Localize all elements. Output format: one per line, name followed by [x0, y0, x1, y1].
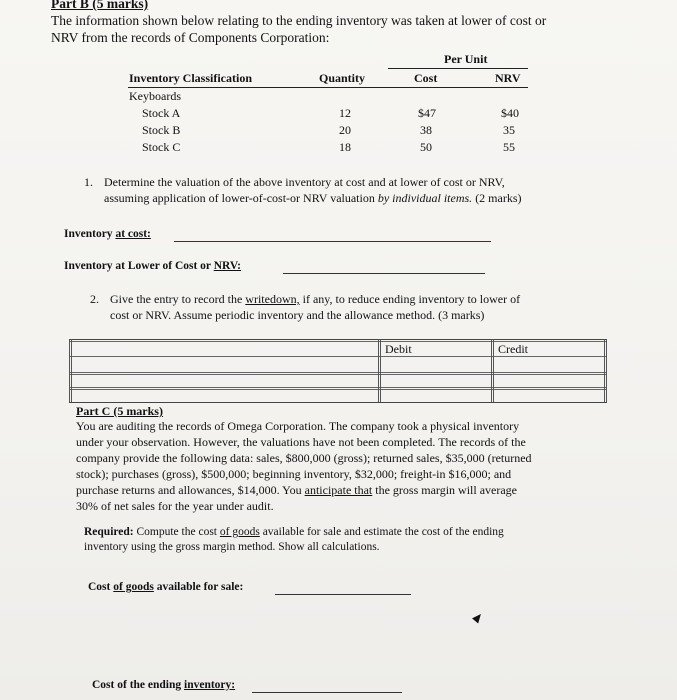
row-name-stock-b: Stock B [142, 123, 181, 137]
row-qty-stock-c: 18 [339, 140, 351, 154]
row-name-stock-c: Stock C [142, 140, 181, 154]
group-label-keyboards: Keyboards [129, 89, 181, 103]
row-nrv-stock-b: 35 [503, 123, 515, 137]
q2-line2: cost or NRV. Assume periodic inventory and the allowance method. (3 marks) [110, 308, 485, 322]
q2-number: 2. [90, 292, 99, 306]
row-nrv-stock-c: 55 [503, 140, 515, 154]
journal-header-credit: Credit [498, 342, 528, 356]
answer-line-cogas[interactable] [275, 594, 411, 595]
q1-line2: assuming application of lower-of-cost-or NRV valuation by individual items. (2 marks) [104, 191, 522, 205]
row-nrv-stock-a: $40 [501, 106, 519, 120]
answer-label-ending-inventory: Cost of the ending inventory: [92, 679, 236, 691]
partc-line2: under your observation. However, the valuations have not been completed. The records of the [76, 435, 526, 449]
table-header-rule [128, 87, 528, 88]
partc-line4: stock); purchases (gross), $500,000; beginning inventory, $32,000; freight-in $16,000; and [76, 467, 512, 481]
partb-intro-line2: NRV from the records of Components Corporation: [51, 30, 330, 45]
partc-line1: You are auditing the records of Omega Corporation. The company took a physical inventory [76, 419, 520, 433]
per-unit-rule [388, 68, 528, 69]
partc-title: Part C (5 marks) [76, 404, 163, 418]
journal-debit-cell[interactable] [381, 357, 491, 372]
col-header-quantity: Quantity [319, 71, 366, 85]
answer-line-inventory-at-cost[interactable] [174, 241, 491, 242]
partc-line6: 30% of net sales for the year under audit. [76, 499, 274, 513]
journal-account-cell[interactable] [72, 357, 378, 372]
col-header-classification: Inventory Classification [129, 71, 252, 85]
col-header-nrv: NRV [495, 71, 521, 85]
q1-line1: Determine the valuation of the above inventory at cost and at lower of cost or NRV, [104, 175, 505, 189]
answer-label-cogas: Cost of goods available for sale: [88, 581, 244, 593]
row-cost-stock-c: 50 [420, 140, 432, 154]
partb-title: Part B (5 marks) [51, 0, 149, 11]
row-name-stock-a: Stock A [142, 106, 181, 120]
answer-label-inventory-at-cost: Inventory at cost: [64, 228, 151, 240]
row-cost-stock-b: 38 [420, 123, 432, 137]
partc-line5: purchase returns and allowances, $14,000. You anticipate that the gross margin will average [76, 483, 518, 497]
partc-required-line2: inventory using the gross margin method. Show all calculations. [84, 541, 380, 553]
partc-required-line1: Required: Compute the cost of goods available for sale and estimate the cost of the ending [84, 526, 504, 538]
journal-header-debit: Debit [385, 342, 412, 356]
row-cost-stock-a: $47 [418, 106, 436, 120]
answer-label-inventory-lcnrv: Inventory at Lower of Cost or NRV: [64, 260, 241, 272]
q1-number: 1. [84, 175, 93, 189]
q2-line1: Give the entry to record the writedown, if any, to reduce ending inventory to lower of [110, 292, 521, 306]
journal-credit-cell[interactable] [494, 357, 604, 372]
row-qty-stock-b: 20 [339, 123, 351, 137]
answer-line-inventory-lcnrv[interactable] [283, 273, 485, 274]
answer-line-ending-inventory[interactable] [252, 692, 402, 693]
mouse-pointer-icon [472, 611, 484, 623]
partc-line3: company provide the following data: sales, $800,000 (gross); returned sales, $35,000 (returned [76, 451, 532, 465]
col-header-cost: Cost [414, 71, 438, 85]
per-unit-header: Per Unit [444, 52, 488, 66]
row-qty-stock-a: 12 [339, 106, 351, 120]
partb-intro-line1: The information shown below relating to the ending inventory was taken at lower of cost or [51, 13, 547, 28]
